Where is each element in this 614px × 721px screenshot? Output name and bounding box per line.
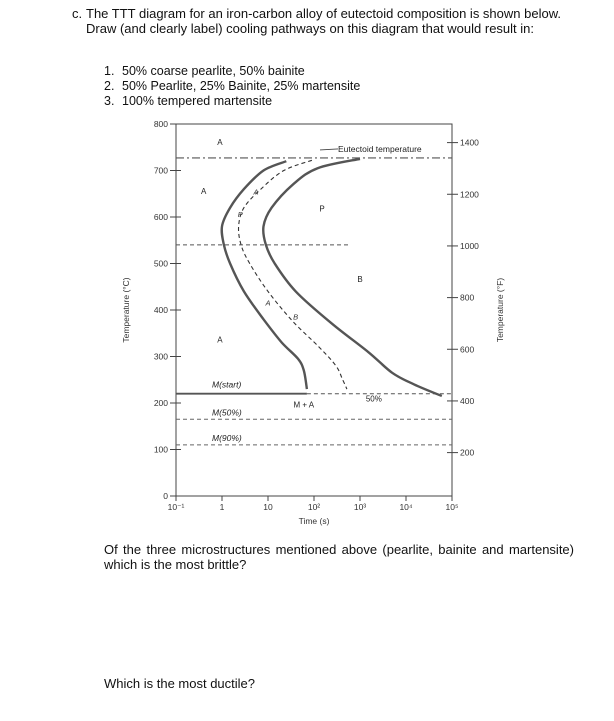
- x-tick-label: 10: [263, 502, 273, 512]
- question-c-label: c.: [72, 6, 83, 21]
- region-label: A: [217, 335, 223, 345]
- x-tick-label: 10⁻¹: [167, 502, 185, 512]
- region-label: P: [319, 204, 325, 214]
- y-tick-label-left: 800: [153, 119, 168, 129]
- y-tick-label-left: 100: [153, 444, 168, 455]
- item-number: 3.: [104, 94, 115, 108]
- question-brittle: Of the three microstructures mentioned above (pearlite, bainite and martensite) which is the most brittle?: [104, 542, 574, 572]
- item-text: 100% tempered martensite: [122, 94, 273, 108]
- y-tick-label-left: 200: [153, 398, 168, 408]
- y-tick-label-left: 700: [153, 165, 168, 176]
- curve-label: P: [237, 210, 243, 219]
- curve-label: A: [253, 187, 259, 197]
- y-tick-label-left: 400: [153, 305, 168, 315]
- y-tick-label-right: 1200: [460, 189, 479, 200]
- y-tick-label-right: 1400: [460, 137, 479, 148]
- x-tick-label: 1: [219, 502, 225, 512]
- item-text: 50% coarse pearlite, 50% bainite: [122, 64, 305, 78]
- y-axis-label-right: Temperature (°F): [495, 277, 505, 343]
- y-axis-label-left: Temperature (°C): [121, 277, 131, 343]
- curve-label: A: [265, 298, 271, 308]
- y-tick-label-left: 600: [153, 212, 168, 222]
- y-tick-label-left: 300: [153, 351, 168, 362]
- m90-label: M(90%): [212, 432, 242, 443]
- y-tick-label-right: 800: [460, 292, 475, 303]
- x-axis-label: Time (s): [298, 516, 330, 526]
- region-label: M + A: [293, 400, 315, 410]
- start-curve: [222, 161, 307, 389]
- y-tick-label-right: 400: [460, 395, 475, 406]
- y-tick-label-left: 500: [153, 258, 168, 269]
- x-tick-label: 10²: [307, 502, 321, 512]
- y-tick-label-right: 600: [460, 344, 475, 355]
- question-c-text: The TTT diagram for an iron-carbon alloy of eutectoid composition is shown below. Draw (and clearly label) cooling pathways on this diagram that would result in:: [86, 6, 561, 36]
- m50-label: M(50%): [212, 407, 242, 418]
- x-tick-label: 10⁴: [399, 502, 413, 512]
- item-text: 50% Pearlite, 25% Bainite, 25% martensite: [122, 79, 361, 93]
- region-label: 50%: [365, 394, 382, 404]
- x-tick-label: 10³: [353, 502, 367, 512]
- finish-curve: [263, 159, 442, 396]
- eutectoid-label: Eutectoid temperature: [338, 143, 422, 154]
- region-label: A: [217, 137, 223, 147]
- y-tick-label-right: 200: [460, 447, 475, 458]
- region-label: B: [357, 275, 363, 285]
- ms-label: M(start): [212, 379, 242, 390]
- curve-label: B: [293, 312, 299, 322]
- x-tick-label: 10⁵: [445, 502, 459, 512]
- item-number: 1.: [104, 64, 115, 78]
- question-ductile: Which is the most ductile?: [104, 676, 256, 691]
- item-number: 2.: [104, 79, 115, 93]
- region-label: A: [201, 186, 207, 196]
- y-tick-label-left: 0: [163, 491, 168, 501]
- y-tick-label-right: 1000: [460, 240, 479, 251]
